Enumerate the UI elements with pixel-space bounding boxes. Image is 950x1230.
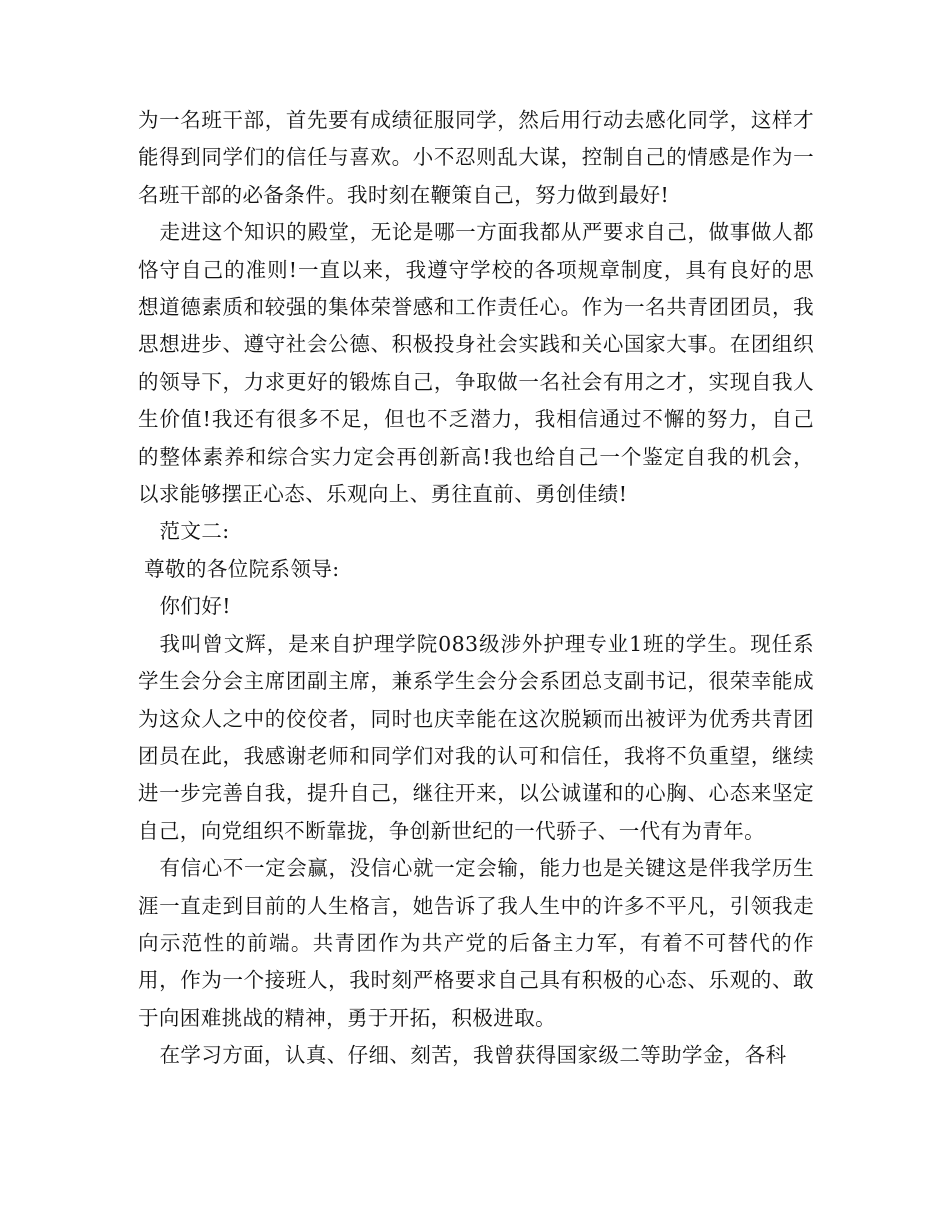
greeting: 你们好! [159,594,231,619]
section-heading-example-two: 范文二: [159,519,230,544]
salutation: 尊敬的各位院系领导: [144,556,340,581]
paragraph-self-requirement: 走进这个知识的殿堂，无论是哪一方面我都从严要求自己，做事做人都恪守自己的准则!一直以来，我遵守学校的各项规章制度，具有良好的思想道德素质和较强的集体荣誉感和工作责任心。作为一名共青团团员，我思想进步、遵守社会公德、积极投身社会实践和关心国家大事。在团组织的领导下，力求更好的锻炼自己，争取做一名社会有用之才，实现自我人生价值!我还有很多不足，但也不乏潜力，我相信通过不懈的努力，自己的整体素养和综合实力定会再创新高!我也给自己一个鉴定自我的机会，以求能够摆正心态、乐观向上、勇往直前、勇创佳绩! [138,220,814,507]
paragraph-confidence-motto: 有信心不一定会赢，没信心就一定会输，能力也是关键这是伴我学历生涯一直走到目前的人生格言，她告诉了我人生中的许多不平凡，引领我走向示范性的前端。共青团作为共产党的后备主力军，有着不可替代的作用，作为一个接班人，我时刻严格要求自己具有积极的心态、乐观的、敢于向困难挑战的精神，勇于开拓，积极进取。 [138,856,814,1030]
paragraph-introduction: 我叫曾文辉，是来自护理学院083级涉外护理专业1班的学生。现任系学生会分会主席团副主席，兼系学生会分会系团总支副书记，很荣幸能成为这众人之中的佼佼者，同时也庆幸能在这次脱颖而出被评为优秀共青团团员在此，我感谢老师和同学们对我的认可和信任，我将不负重望，继续进一步完善自我，提升自己，继往开来，以公诚谨和的心胸、心态来坚定自己，向党组织不断靠拢，争创新世纪的一代骄子、一代有为青年。 [138,631,814,843]
document-body [138,102,814,1075]
paragraph-study: 在学习方面，认真、仔细、刻苦，我曾获得国家级二等助学金，各科 [159,1043,787,1068]
paragraph-continuation: 为一名班干部，首先要有成绩征服同学，然后用行动去感化同学，这样才能得到同学们的信任与喜欢。小不忍则乱大谋，控制自己的情感是作为一名班干部的必备条件。我时刻在鞭策自己，努力做到最好! [138,108,814,207]
